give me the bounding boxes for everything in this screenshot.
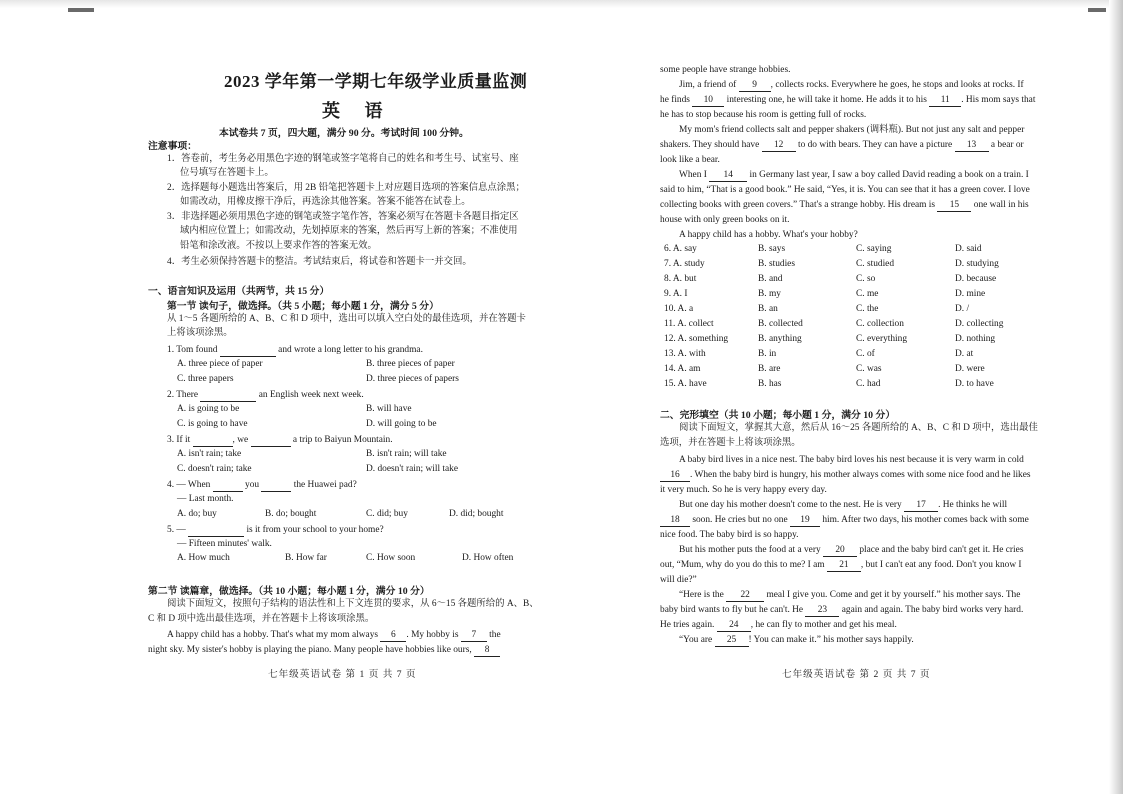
section2-instructions: 阅读下面短文，掌握其大意，然后从 16～25 各题所给的 A、B、C 和 D 项中，选出最佳	[679, 423, 1038, 433]
choice-option: C. saying	[856, 244, 892, 254]
choice-option: 12. A. something	[664, 334, 729, 344]
blank-24: 24	[717, 620, 751, 632]
passage1-line: he finds 10 interesting one, he will take it home. He adds it to his 11 . His mom says that	[660, 95, 1036, 105]
choice-option: B. are	[758, 364, 781, 374]
passage2-line: nice food. The baby bird is so happy.	[660, 530, 799, 540]
option: D. doesn't rain; will take	[366, 464, 459, 474]
choice-option: D. nothing	[955, 334, 996, 344]
notes-heading: 注意事项：	[148, 141, 197, 152]
choice-option: C. the	[856, 304, 879, 314]
choice-option: 15. A. have	[664, 379, 707, 389]
choice-option: 13. A. with	[664, 349, 706, 359]
passage1-line: Jim, a friend of 9 , collects rocks. Everywhere he goes, he stops and looks at rocks. If	[679, 80, 1024, 90]
exam-info: 本试卷共 7 页，四大题，满分 90 分。考试时间 100 分钟。	[219, 128, 469, 139]
blank-14: 14	[709, 170, 747, 182]
blank-19: 19	[790, 515, 820, 527]
passage2-line: But one day his mother doesn't come to the nest. He is very 17 . He thinks he will	[679, 500, 1008, 510]
part1-heading: 第一节 读句子，做选择。（共 5 小题；每小题 1 分，满分 5 分）	[167, 301, 439, 312]
scan-edge-top	[0, 0, 1123, 8]
choice-option: B. studies	[758, 259, 795, 269]
option: C. How soon	[366, 553, 416, 563]
question-2-stem: 2. There an English week next week.	[167, 390, 364, 400]
option: C. three papers	[177, 374, 234, 384]
blank-7: 7	[461, 630, 487, 642]
note-line: 3．非选择题必须用黑色字迹的钢笔或签字笔作答，答案必须写在答题卡各题目指定区	[167, 212, 519, 222]
option: D. How often	[462, 553, 514, 563]
passage2-line: 16 . When the baby bird is hungry, his mother always comes with some nice food and he likes	[660, 468, 1031, 483]
answer-blank	[193, 435, 233, 447]
answer-blank	[200, 390, 256, 402]
option: A. is going to be	[177, 404, 240, 414]
option: A. three piece of paper	[177, 359, 263, 369]
scan-mark	[1088, 8, 1106, 12]
choice-option: 10. A. a	[664, 304, 694, 314]
choice-option: 14. A. am	[664, 364, 701, 374]
choice-option: B. and	[758, 274, 783, 284]
blank-15: 15	[937, 200, 971, 212]
passage2-line: out, “Mum, why do you do this to me? I am 21 , but I can't eat any food. Don't you know I	[660, 560, 1022, 570]
choice-option: 11. A. collect	[664, 319, 714, 329]
subject-title: 英 语	[322, 101, 393, 121]
note-line: 如需改动，用橡皮擦干净后，再选涂其他答案。答案不能答在试卷上。	[180, 197, 471, 207]
passage2-line: He tries again. 24 , he can fly to mother and get his meal.	[660, 620, 897, 630]
exam-title: 2023 学年第一学期七年级学业质量监测	[224, 72, 528, 91]
note-line: 4．考生必须保持答题卡的整洁。考试结束后，将试卷和答题卡一并交回。	[167, 257, 472, 267]
passage1-line: he has to stop because his room is getting full of rocks.	[660, 110, 867, 120]
choice-option: 8. A. but	[664, 274, 697, 284]
choice-option: B. in	[758, 349, 777, 359]
note-line: 位号填写在答题卡上。	[180, 168, 274, 178]
choice-option: 7. A. study	[664, 259, 705, 269]
blank-18: 18	[660, 515, 690, 527]
passage2-line: it very much. So he is very happy every day.	[660, 485, 827, 495]
blank-6: 6	[380, 630, 406, 642]
choice-option: B. my	[758, 289, 781, 299]
answer-blank	[220, 345, 276, 357]
option: A. How much	[177, 553, 230, 563]
choice-option: D. collecting	[955, 319, 1004, 329]
option: C. did; buy	[366, 509, 408, 519]
blank-12: 12	[762, 140, 796, 152]
passage1-line: house with only green books on it.	[660, 215, 790, 225]
passage1-line: A happy child has a hobby. That's what my mom always 6 . My hobby is 7 the	[167, 630, 501, 640]
choice-option: C. everything	[856, 334, 908, 344]
question-1-stem: 1. Tom found and wrote a long letter to his grandma.	[167, 345, 423, 355]
question-5-stem: 5. — is it from your school to your home?	[167, 525, 384, 535]
blank-25: 25	[715, 635, 749, 647]
blank-22: 22	[726, 590, 764, 602]
option: D. will going to be	[366, 419, 437, 429]
blank-20: 20	[823, 545, 857, 557]
passage1-line: collecting books with green covers.” That's a strange hobby. His dream is 15 one wall in his	[660, 200, 1029, 210]
option: D. did; bought	[449, 509, 504, 519]
choice-option: 9. A. I	[664, 289, 688, 299]
blank-10: 10	[692, 95, 724, 107]
note-line: 2．选择题每小题选出答案后，用 2B 铅笔把答题卡上对应题目选项的答案信息点涂黑；	[167, 183, 525, 193]
blank-21: 21	[827, 560, 861, 572]
option: A. do; buy	[177, 509, 217, 519]
choice-option: C. had	[856, 379, 881, 389]
choice-option: C. me	[856, 289, 879, 299]
answer-blank	[251, 435, 291, 447]
blank-16: 16	[660, 470, 690, 482]
passage1-line: My mom's friend collects salt and pepper shakers (调料瓶). But not just any salt and pepper	[679, 125, 1025, 135]
choice-option: D. to have	[955, 379, 994, 389]
part1-instructions: 从 1～5 各题所给的 A、B、C 和 D 项中，选出可以填入空白处的最佳选项，并在答题卡	[167, 314, 526, 324]
answer-blank	[261, 480, 291, 492]
option: B. will have	[366, 404, 412, 414]
part2-heading: 第二节 读篇章，做选择。（共 10 小题；每小题 1 分，满分 10 分）	[148, 586, 430, 597]
choice-option: C. was	[856, 364, 882, 374]
passage1-line: shakers. They should have 12 to do with bears. They can have a picture 13 a bear or	[660, 140, 1024, 150]
option: B. do; bought	[265, 509, 317, 519]
answer-blank	[188, 525, 244, 537]
choice-option: B. collected	[758, 319, 803, 329]
option: A. isn't rain; take	[177, 449, 242, 459]
answer-blank	[213, 480, 243, 492]
note-line: 域内相应位置上；如需改动，先划掉原来的答案，然后再写上新的答案；不准使用	[180, 226, 518, 236]
choice-option: D. mine	[955, 289, 986, 299]
blank-13: 13	[955, 140, 989, 152]
passage2-line: But his mother puts the food at a very 20 place and the baby bird can't get it. He cries	[679, 545, 1024, 555]
blank-17: 17	[904, 500, 938, 512]
question-4-stem: 4. — When you the Huawei pad?	[167, 480, 357, 490]
blank-9: 9	[739, 80, 771, 92]
option: C. doesn't rain; take	[177, 464, 252, 474]
note-line: 1．答卷前，考生务必用黑色字迹的钢笔或签字笔将自己的姓名和考生号、试室号、座	[167, 154, 519, 164]
passage1-line: A happy child has a hobby. What's your hobby?	[679, 230, 858, 240]
option: B. isn't rain; will take	[366, 449, 447, 459]
option: C. is going to have	[177, 419, 248, 429]
section1-heading: 一、语言知识及运用（共两节，共 15 分）	[148, 286, 330, 297]
choice-option: B. says	[758, 244, 786, 254]
choice-option: D. because	[955, 274, 997, 284]
page-footer: 七年级英语试卷 第 1 页 共 7 页	[268, 669, 417, 680]
passage2-line: baby bird wants to fly but he can't. He 23 again and again. The baby bird works very hard.	[660, 605, 1024, 615]
option: D. three pieces of papers	[366, 374, 459, 384]
passage2-line: “You are 25 ! You can make it.” his mother says happily.	[679, 635, 914, 645]
passage2-line: will die?”	[660, 575, 697, 585]
question-5-reply: — Fifteen minutes' walk.	[177, 539, 272, 549]
choice-option: C. of	[856, 349, 875, 359]
blank-11: 11	[929, 95, 961, 107]
passage1-line: When I 14 in Germany last year, I saw a boy called David reading a book on a train. I	[679, 170, 1029, 180]
passage1-line: night sky. My sister's hobby is playing the piano. Many people have hobbies like ours, 8	[148, 643, 500, 658]
passage2-line: “Here is the 22 meal I give you. Come and get it by yourself.” his mother says. The	[679, 590, 1021, 600]
passage2-line: A baby bird lives in a nice nest. The baby bird loves his nest because it is very warm in cold	[679, 455, 1024, 465]
scan-edge-right	[1109, 0, 1123, 794]
choice-option: D. /	[955, 304, 970, 314]
option: B. three pieces of paper	[366, 359, 455, 369]
part2-instructions: C 和 D 项中选出最佳选项，并在答题卡上将该项涂黑。	[148, 614, 375, 624]
blank-8: 8	[474, 645, 500, 657]
part2-instructions: 阅读下面短文，按照句子结构的语法性和上下文连贯的要求，从 6～15 各题所给的 A、B、	[167, 599, 539, 609]
part1-instructions: 上将该项涂黑。	[167, 328, 233, 338]
choice-option: B. has	[758, 379, 782, 389]
question-4-reply: — Last month.	[177, 494, 234, 504]
section2-heading: 二、完形填空（共 10 小题；每小题 1 分，满分 10 分）	[660, 410, 896, 421]
choice-option: 6. A. say	[664, 244, 697, 254]
choice-option: B. an	[758, 304, 778, 314]
page-footer: 七年级英语试卷 第 2 页 共 7 页	[782, 669, 931, 680]
choice-option: C. studied	[856, 259, 895, 269]
choice-option: C. so	[856, 274, 876, 284]
choice-option: D. were	[955, 364, 985, 374]
note-line: 铅笔和涂改液。不按以上要求作答的答案无效。	[180, 241, 377, 251]
question-3-stem: 3. If it , we a trip to Baiyun Mountain.	[167, 435, 393, 445]
choice-option: D. studying	[955, 259, 999, 269]
passage1-line: said to him, “That is a good book.” He said, “Yes, it is. You can see that it has a green cover. I love	[660, 185, 1030, 195]
passage2-line: 18 soon. He cries but no one 19 him. After two days, his mother comes back with some	[660, 513, 1029, 528]
scan-mark	[68, 8, 94, 12]
option: B. How far	[285, 553, 327, 563]
passage1-line: look like a bear.	[660, 155, 720, 165]
choice-option: B. anything	[758, 334, 802, 344]
blank-23: 23	[805, 605, 839, 617]
passage1-line: some people have strange hobbies.	[660, 65, 791, 75]
choice-option: D. at	[955, 349, 974, 359]
choice-option: D. said	[955, 244, 982, 254]
choice-option: C. collection	[856, 319, 904, 329]
section2-instructions: 选项，并在答题卡上将该项涂黑。	[660, 438, 801, 448]
